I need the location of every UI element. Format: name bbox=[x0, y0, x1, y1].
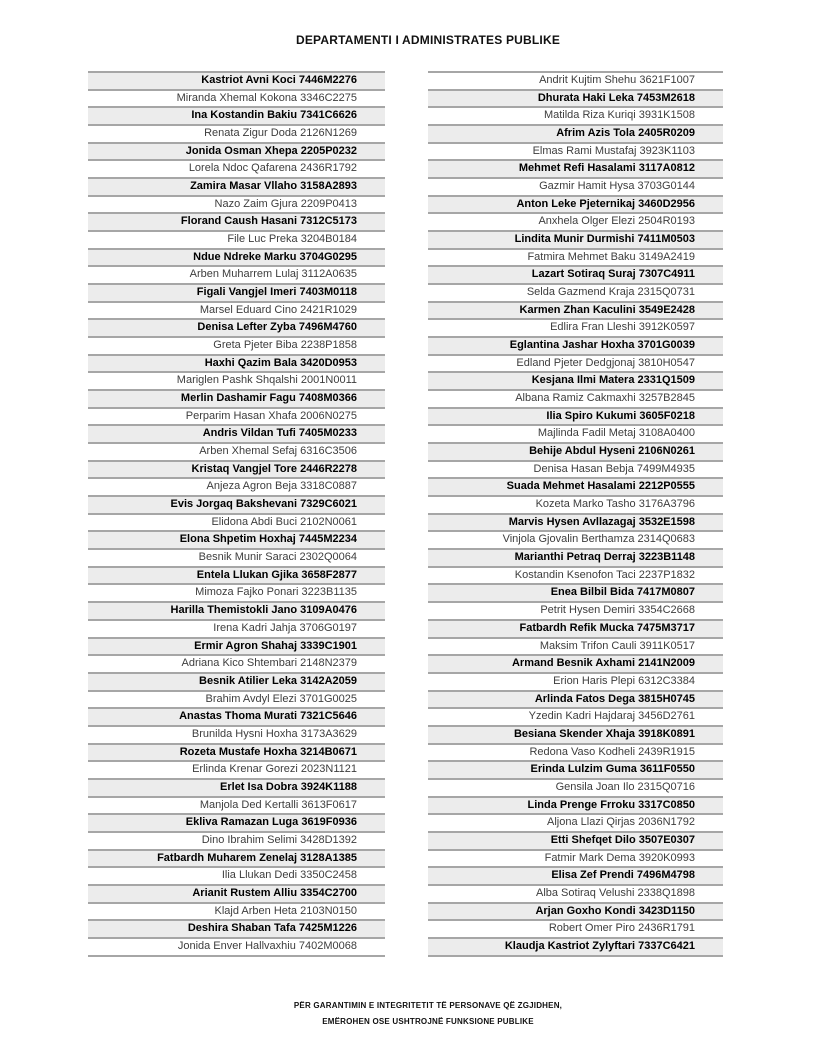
name-list-column-right bbox=[428, 71, 723, 957]
list-item: Besnik Atilier Leka 3142A2059 bbox=[88, 672, 385, 690]
list-item: File Luc Preka 3204B0184 bbox=[88, 230, 385, 248]
list-item: Ekliva Ramazan Luga 3619F0936 bbox=[88, 813, 385, 831]
list-item: Greta Pjeter Biba 2238P1858 bbox=[88, 336, 385, 354]
list-item: Nazo Zaim Gjura 2209P0413 bbox=[88, 195, 385, 213]
list-item: Merlin Dashamir Fagu 7408M0366 bbox=[88, 389, 385, 407]
list-item: Elidona Abdi Buci 2102N0061 bbox=[88, 513, 385, 531]
list-item: Ermir Agron Shahaj 3339C1901 bbox=[88, 637, 385, 655]
list-item: Kozeta Marko Tasho 3176A3796 bbox=[428, 495, 723, 513]
list-item: Mariglen Pashk Shqalshi 2001N0011 bbox=[88, 371, 385, 389]
list-item: Selda Gazmend Kraja 2315Q0731 bbox=[428, 283, 723, 301]
list-item: Fatbardh Refik Mucka 7475M3717 bbox=[428, 619, 723, 637]
list-item: Petrit Hysen Demiri 3354C2668 bbox=[428, 601, 723, 619]
list-item: Ilia Spiro Kukumi 3605F0218 bbox=[428, 407, 723, 425]
name-list bbox=[88, 71, 723, 957]
list-item: Elisa Zef Prendi 7496M4798 bbox=[428, 866, 723, 884]
list-item: Armand Besnik Axhami 2141N2009 bbox=[428, 654, 723, 672]
list-item: Eglantina Jashar Hoxha 3701G0039 bbox=[428, 336, 723, 354]
list-item: Dino Ibrahim Selimi 3428D1392 bbox=[88, 831, 385, 849]
list-item: Erinda Lulzim Guma 3611F0550 bbox=[428, 760, 723, 778]
list-item: Besnik Munir Saraci 2302Q0064 bbox=[88, 548, 385, 566]
list-item: Manjola Ded Kertalli 3613F0617 bbox=[88, 796, 385, 814]
list-item: Redona Vaso Kodheli 2439R1915 bbox=[428, 743, 723, 761]
list-item: Brahim Avdyl Elezi 3701G0025 bbox=[88, 690, 385, 708]
list-item: Anastas Thoma Murati 7321C5646 bbox=[88, 707, 385, 725]
list-item: Vinjola Gjovalin Berthamza 2314Q0683 bbox=[428, 530, 723, 548]
list-item: Arjan Goxho Kondi 3423D1150 bbox=[428, 902, 723, 920]
list-item: Aljona Llazi Qirjas 2036N1792 bbox=[428, 813, 723, 831]
list-item: Rozeta Mustafe Hoxha 3214B0671 bbox=[88, 743, 385, 761]
list-item: Alba Sotiraq Velushi 2338Q1898 bbox=[428, 884, 723, 902]
list-item: Erlet Isa Dobra 3924K1188 bbox=[88, 778, 385, 796]
list-item: Ina Kostandin Bakiu 7341C6626 bbox=[88, 106, 385, 124]
list-item: Adriana Kico Shtembari 2148N2379 bbox=[88, 654, 385, 672]
list-item: Marsel Eduard Cino 2421R1029 bbox=[88, 301, 385, 319]
list-item: Arlinda Fatos Dega 3815H0745 bbox=[428, 690, 723, 708]
list-item: Deshira Shaban Tafa 7425M1226 bbox=[88, 919, 385, 937]
list-item: Mehmet Refi Hasalami 3117A0812 bbox=[428, 159, 723, 177]
list-item: Elmas Rami Mustafaj 3923K1103 bbox=[428, 142, 723, 160]
list-item: Entela Llukan Gjika 3658F2877 bbox=[88, 566, 385, 584]
list-item: Brunilda Hysni Hoxha 3173A3629 bbox=[88, 725, 385, 743]
list-item: Kristaq Vangjel Tore 2446R2278 bbox=[88, 460, 385, 478]
list-item: Denisa Hasan Bebja 7499M4935 bbox=[428, 460, 723, 478]
list-item: Gazmir Hamit Hysa 3703G0144 bbox=[428, 177, 723, 195]
list-item: Robert Omer Piro 2436R1791 bbox=[428, 919, 723, 937]
list-item: Anton Leke Pjeternikaj 3460D2956 bbox=[428, 195, 723, 213]
list-item: Dhurata Haki Leka 7453M2618 bbox=[428, 89, 723, 107]
footer-line-1: PËR GARANTIMIN E INTEGRITETIT TË PERSONAVE QË ZGJIDHEN, bbox=[293, 1001, 563, 1010]
list-item: Elona Shpetim Hoxhaj 7445M2234 bbox=[88, 530, 385, 548]
list-item: Behije Abdul Hyseni 2106N0261 bbox=[428, 442, 723, 460]
list-item: Fatbardh Muharem Zenelaj 3128A1385 bbox=[88, 849, 385, 867]
list-item: Marianthi Petraq Derraj 3223B1148 bbox=[428, 548, 723, 566]
list-item: Etti Shefqet Dilo 3507E0307 bbox=[428, 831, 723, 849]
list-item: Andris Vildan Tufi 7405M0233 bbox=[88, 424, 385, 442]
list-item: Arben Xhemal Sefaj 6316C3506 bbox=[88, 442, 385, 460]
list-item: Irena Kadri Jahja 3706G0197 bbox=[88, 619, 385, 637]
list-item: Kesjana Ilmi Matera 2331Q1509 bbox=[428, 371, 723, 389]
list-item: Andrit Kujtim Shehu 3621F1007 bbox=[428, 71, 723, 89]
list-item: Enea Bilbil Bida 7417M0807 bbox=[428, 583, 723, 601]
list-item: Ndue Ndreke Marku 3704G0295 bbox=[88, 248, 385, 266]
list-item: Karmen Zhan Kaculini 3549E2428 bbox=[428, 301, 723, 319]
list-item: Zamira Masar Vllaho 3158A2893 bbox=[88, 177, 385, 195]
list-item: Yzedin Kadri Hajdaraj 3456D2761 bbox=[428, 707, 723, 725]
list-item: Jonida Osman Xhepa 2205P0232 bbox=[88, 142, 385, 160]
list-item: Albana Ramiz Cakmaxhi 3257B2845 bbox=[428, 389, 723, 407]
list-item: Marvis Hysen Avllazagaj 3532E1598 bbox=[428, 513, 723, 531]
footer-note bbox=[40, 998, 816, 1030]
list-item: Fatmir Mark Dema 3920K0993 bbox=[428, 849, 723, 867]
name-list-column-left bbox=[88, 71, 385, 957]
list-item: Florand Caush Hasani 7312C5173 bbox=[88, 212, 385, 230]
list-item: Evis Jorgaq Bakshevani 7329C6021 bbox=[88, 495, 385, 513]
list-item: Edlira Fran Lleshi 3912K0597 bbox=[428, 318, 723, 336]
page-title: DEPARTAMENTI I ADMINISTRATES PUBLIKE bbox=[295, 33, 561, 47]
list-item: Arben Muharrem Lulaj 3112A0635 bbox=[88, 265, 385, 283]
list-item: Edland Pjeter Dedgjonaj 3810H0547 bbox=[428, 354, 723, 372]
list-item: Matilda Riza Kuriqi 3931K1508 bbox=[428, 106, 723, 124]
footer-line-2: EMËROHEN OSE USHTROJNË FUNKSIONE PUBLIKE bbox=[322, 1017, 534, 1026]
list-item: Afrim Azis Tola 2405R0209 bbox=[428, 124, 723, 142]
list-item: Denisa Lefter Zyba 7496M4760 bbox=[88, 318, 385, 336]
list-item: Renata Zigur Doda 2126N1269 bbox=[88, 124, 385, 142]
list-item: Kostandin Ksenofon Taci 2237P1832 bbox=[428, 566, 723, 584]
list-item: Lazart Sotiraq Suraj 7307C4911 bbox=[428, 265, 723, 283]
list-item: Maksim Trifon Cauli 3911K0517 bbox=[428, 637, 723, 655]
list-item: Jonida Enver Hallvaxhiu 7402M0068 bbox=[88, 937, 385, 955]
list-item: Erlinda Krenar Gorezi 2023N1121 bbox=[88, 760, 385, 778]
list-item: Lorela Ndoc Qafarena 2436R1792 bbox=[88, 159, 385, 177]
list-item: Perparim Hasan Xhafa 2006N0275 bbox=[88, 407, 385, 425]
list-item: Ilia Llukan Dedi 3350C2458 bbox=[88, 866, 385, 884]
list-item: Mimoza Fajko Ponari 3223B1135 bbox=[88, 583, 385, 601]
list-item: Figali Vangjel Imeri 7403M0118 bbox=[88, 283, 385, 301]
list-item: Klaudja Kastriot Zylyftari 7337C6421 bbox=[428, 937, 723, 955]
list-item: Majlinda Fadil Metaj 3108A0400 bbox=[428, 424, 723, 442]
list-item: Erion Haris Plepi 6312C3384 bbox=[428, 672, 723, 690]
list-item: Harilla Themistokli Jano 3109A0476 bbox=[88, 601, 385, 619]
list-item: Besiana Skender Xhaja 3918K0891 bbox=[428, 725, 723, 743]
list-item: Klajd Arben Heta 2103N0150 bbox=[88, 902, 385, 920]
list-item: Fatmira Mehmet Baku 3149A2419 bbox=[428, 248, 723, 266]
list-item: Linda Prenge Frroku 3317C0850 bbox=[428, 796, 723, 814]
list-item: Arianit Rustem Alliu 3354C2700 bbox=[88, 884, 385, 902]
list-item: Gensila Joan Ilo 2315Q0716 bbox=[428, 778, 723, 796]
list-item: Kastriot Avni Koci 7446M2276 bbox=[88, 71, 385, 89]
list-item: Anxhela Olger Elezi 2504R0193 bbox=[428, 212, 723, 230]
list-item: Haxhi Qazim Bala 3420D0953 bbox=[88, 354, 385, 372]
list-item: Miranda Xhemal Kokona 3346C2275 bbox=[88, 89, 385, 107]
list-item: Anjeza Agron Beja 3318C0887 bbox=[88, 477, 385, 495]
list-item: Suada Mehmet Hasalami 2212P0555 bbox=[428, 477, 723, 495]
list-item: Lindita Munir Durmishi 7411M0503 bbox=[428, 230, 723, 248]
